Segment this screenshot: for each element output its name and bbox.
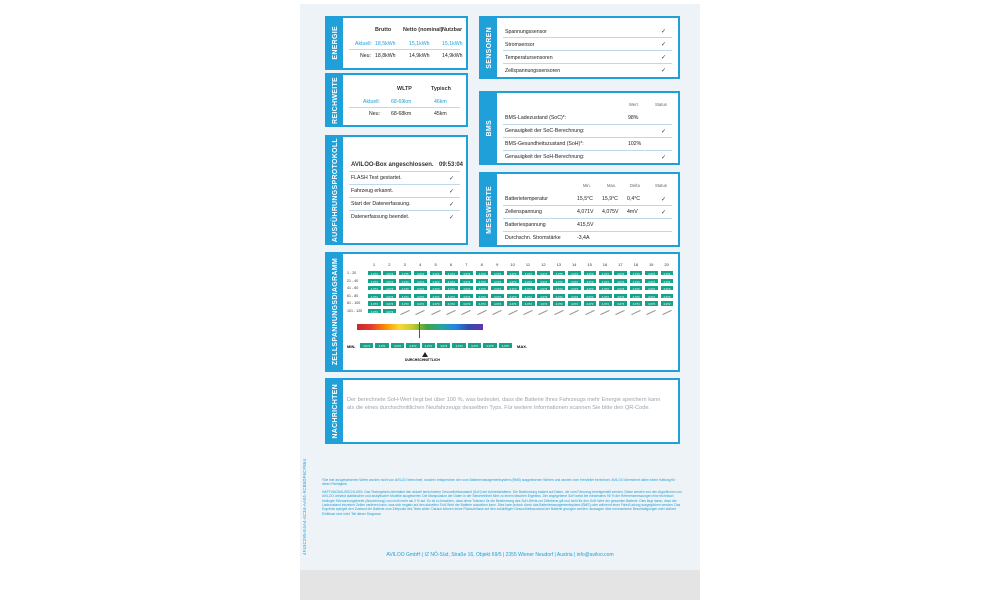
voltage-cell: 4,074 <box>629 278 644 284</box>
voltage-cell: 4,073 <box>367 270 382 276</box>
footer-address: AVILOO GmbH | IZ NÖ-Süd, Straße 16, Objekt 69/5 | 2355 Wiener Neudorf | Austria | info@aviloo.com <box>386 552 614 558</box>
voltage-cell: 4,074 <box>660 270 675 276</box>
voltage-cell: 4,074 <box>413 300 428 306</box>
protokoll-time: 09:53:04 <box>439 162 464 168</box>
voltage-cell: 4,074 <box>382 300 397 306</box>
column-number: 18 <box>633 262 639 267</box>
divider <box>349 184 460 185</box>
empty-cell-dash <box>616 310 625 315</box>
bms-panel <box>479 91 680 165</box>
check-icon: ✓ <box>660 210 666 216</box>
voltage-cell: 4,073 <box>521 270 536 276</box>
voltage-cell: 4,073 <box>567 285 582 291</box>
empty-cell-dash <box>554 310 563 315</box>
check-icon: ✓ <box>660 55 666 61</box>
voltage-cell: 4,073 <box>598 285 613 291</box>
voltage-cell: 4,074 <box>567 270 582 276</box>
voltage-cell: 4,073 <box>660 293 675 299</box>
nachrichten-tab: NACHRICHTEN <box>327 380 343 442</box>
empty-cell-dash <box>477 310 486 315</box>
messwerte-header-max: Max. <box>607 183 617 188</box>
voltage-cell: 4,073 <box>629 285 644 291</box>
sensor-item: Temperatursensoren <box>505 55 553 61</box>
color-scale-gradient <box>357 324 483 330</box>
reichweite-header-typisch: Typisch <box>431 86 451 92</box>
bms-header-wert: Wert <box>629 102 638 107</box>
voltage-cell: 4,075 <box>398 270 413 276</box>
voltage-cell: 4,074 <box>413 285 428 291</box>
voltage-cell: 4,073 <box>613 278 628 284</box>
messwerte-row-label: Batterietemperatur <box>505 196 548 202</box>
voltage-cell: 4,073 <box>552 300 567 306</box>
check-icon: ✓ <box>448 176 454 182</box>
energie-row-label: Neu: <box>360 53 371 59</box>
voltage-cell: 4,074 <box>613 293 628 299</box>
voltage-cell: 4,074 <box>382 285 397 291</box>
voltage-cell: 4,074 <box>598 300 613 306</box>
nachrichten-panel <box>325 378 680 444</box>
column-number: 6 <box>449 262 453 267</box>
empty-cell-dash <box>462 310 471 315</box>
voltage-cell: 4,073 <box>552 278 567 284</box>
voltage-cell: 4,073 <box>444 293 459 299</box>
messwerte-value: 0,4°C <box>627 196 641 202</box>
voltage-cell: 4,072 <box>506 278 521 284</box>
energie-tab: ENERGIE <box>327 18 343 68</box>
messwerte-header-min: Min. <box>583 183 591 188</box>
voltage-cell: 4,074 <box>521 285 536 291</box>
voltage-cell: 4,074 <box>429 270 444 276</box>
divider <box>349 49 460 50</box>
voltage-cell: 4,073 <box>521 300 536 306</box>
voltage-cell: 4,073 <box>429 278 444 284</box>
empty-cell-dash <box>631 310 640 315</box>
voltage-cell: 4,073 <box>536 285 551 291</box>
voltage-cell: 4,074 <box>444 270 459 276</box>
column-number: 17 <box>618 262 623 267</box>
divider <box>503 205 672 206</box>
voltage-cell: 4,073 <box>629 293 644 299</box>
row-range-label: 61 - 80 <box>347 293 359 298</box>
voltage-cell: 4,073 <box>413 270 428 276</box>
energie-value: 14,9kWh <box>442 53 463 59</box>
reichweite-panel <box>325 73 468 127</box>
row-range-label: 1 - 20 <box>347 271 357 275</box>
voltage-cell: 4,073 <box>367 300 382 306</box>
voltage-cell: 4,072 <box>660 300 675 306</box>
empty-cell-dash <box>646 310 655 315</box>
divider <box>503 50 672 51</box>
energie-header-nutzbar: Nutzbar <box>442 27 463 33</box>
report-id: 4F43C295-E4A4-4C34-AA51-9CB5DF6CF864 <box>302 458 307 555</box>
column-number: 3 <box>403 262 406 267</box>
protokoll-panel <box>325 135 468 245</box>
voltage-cell: 4,073 <box>644 300 659 306</box>
empty-cell-dash <box>492 310 501 315</box>
reichweite-header-wltp: WLTP <box>397 86 412 92</box>
check-icon: ✓ <box>660 197 666 203</box>
column-number: 9 <box>496 262 499 267</box>
column-number: 11 <box>525 262 531 267</box>
average-arrow-icon <box>422 352 428 357</box>
reichweite-value: 46km <box>434 99 447 105</box>
empty-cell-dash <box>400 310 409 315</box>
voltage-cell: 4,074 <box>629 270 644 276</box>
voltage-cell: 4,074 <box>367 293 382 299</box>
empty-cell-dash <box>523 310 532 315</box>
messwerte-row-label: Durchschn. Stromstärke <box>505 235 561 241</box>
divider <box>503 150 672 151</box>
legend-average-caption: DURCHSCHNITTLICH <box>405 358 440 362</box>
voltage-cell: 4,074 <box>536 300 551 306</box>
voltage-cell: 4,073 <box>490 270 505 276</box>
voltage-cell: 4,074 <box>613 285 628 291</box>
reichweite-value: 45km <box>434 111 447 117</box>
reichweite-value: 68-68km <box>391 111 412 117</box>
legend-cell: 4,072 <box>405 342 420 349</box>
legend-cell: 4,071 <box>359 342 374 349</box>
voltage-cell: 4,074 <box>552 285 567 291</box>
voltage-cell: 4,073 <box>367 278 382 284</box>
divider <box>349 107 460 108</box>
voltage-cell: 4,073 <box>506 285 521 291</box>
divider <box>503 37 672 38</box>
messwerte-row-label: Batteriespannung <box>505 222 546 228</box>
bms-row-label: BMS-Gesundheitszustand (SoH)*: <box>505 141 584 147</box>
voltage-cell: 4,073 <box>660 285 675 291</box>
messwerte-value: -3,4A <box>577 235 590 241</box>
legend-cell: 4,073 <box>436 342 451 349</box>
top-strip <box>300 0 700 4</box>
voltage-cell: 4,073 <box>367 308 382 314</box>
voltage-cell: 4,073 <box>475 293 490 299</box>
voltage-cell: 4,073 <box>644 270 659 276</box>
bms-row-label: Genauigkeit der SoC-Berechnung: <box>505 128 585 134</box>
reichweite-value: 68-69km <box>391 99 412 105</box>
column-number: 5 <box>434 262 437 267</box>
zellspannung-panel <box>325 252 680 372</box>
voltage-cell: 4,073 <box>644 278 659 284</box>
voltage-cell: 4,074 <box>398 293 413 299</box>
check-icon: ✓ <box>448 215 454 221</box>
sensor-item: Spannungssensor <box>505 29 547 35</box>
voltage-cell: 4,074 <box>429 293 444 299</box>
messwerte-header-delta: Delta <box>630 183 640 188</box>
messwerte-panel <box>479 172 680 247</box>
column-number: 8 <box>480 262 483 267</box>
voltage-cell: 4,074 <box>459 293 474 299</box>
voltage-cell: 4,074 <box>567 278 582 284</box>
voltage-cell: 4,073 <box>536 293 551 299</box>
voltage-cell: 4,073 <box>583 270 598 276</box>
voltage-cell: 4,074 <box>567 300 582 306</box>
row-range-label: 21 - 40 <box>347 278 359 283</box>
empty-cell-dash <box>569 310 578 315</box>
bms-header-status: Status <box>655 102 667 107</box>
footer-disclaimer: HAFTUNGSAUSSCHLUSS: Das Testergebnis beinhaltet den aktuell berechneten Gesundheitszustand (SoH) der Antriebsbatterie. Die Bestimmung basiert auf Daten, die vom Fahrzeug bereitgestellt werden. Diese werden von den Algorithmen von AVILOO anhand statistischer und analytischer Modelle ausgewertet. Die Manipulation der Daten in der Steuereinheit führt zu einem falschen Ergebnis. Der angegebene SoH weist bei mindestens 95 % der Referenzmessungen eine technisch bedingte Schwankungsbreite (Abweichung) von nicht mehr als 3 % auf. Es ist zu beachten, dass diese Toleranz für die Bestimmung des SoH-Werts zur Zellebene gilt und nicht für den SoH-Wert der gesamten Batterie. Dies liegt daran, dass der Ladezustand einzelner Zellen variieren kann, was sich negativ auf den aktuellen SoH-Wert der Batterie auswirken kann. Dies kann jedoch durch das Batteriemanagementsystem (BMS) oder während einer Fahrt/Ladung ausgeglichen werden. Das Ergebnis spiegelt den Zustand der Batterie zum Zeitpunkt des Tests wider. Daraus können keine Rückschlüsse auf den zukünftigen Gesundheitszustand der Batterie gezogen werden. Aussagen über mechanische Beschädigungen oder äußere Einflüsse sind nicht Teil dieser Diagnose. <box>322 489 682 516</box>
energie-value: 15,1kWh <box>442 41 463 47</box>
energie-value: 18,8kWh <box>375 53 396 59</box>
energie-value: 14,9kWh <box>409 53 430 59</box>
check-icon: ✓ <box>660 42 666 48</box>
footer-note: *Die hier ausgewiesenen Werte wurden nicht von AVILOO berechnet, sondern entsprechen den vom Batteriemanagementsystem (BMS) ausgelesenen Werten und wurden vom Hersteller berechnet. AVILOO übernimmt daher keine Haftung für deren Richtigkeit. <box>322 478 676 487</box>
voltage-cell: 4,074 <box>598 270 613 276</box>
voltage-cell: 4,074 <box>475 278 490 284</box>
column-number: 16 <box>602 262 608 267</box>
voltage-cell: 4,073 <box>459 270 474 276</box>
voltage-cell: 4,074 <box>583 285 598 291</box>
protokoll-title: AVILOO-Box angeschlossen. <box>351 162 434 168</box>
divider <box>349 171 460 172</box>
voltage-cell: 4,074 <box>506 300 521 306</box>
voltage-cell: 4,073 <box>583 278 598 284</box>
column-number: 10 <box>510 262 515 267</box>
voltage-cell: 4,073 <box>367 285 382 291</box>
page-bottom-margin <box>300 570 700 600</box>
messwerte-value: 4mV <box>627 209 638 215</box>
row-range-label: 101 - 120 <box>347 309 363 313</box>
voltage-cell: 4,074 <box>382 308 397 314</box>
voltage-cell: 4,073 <box>398 278 413 284</box>
voltage-cell: 4,073 <box>583 300 598 306</box>
energie-value: 18,5kWh <box>375 41 396 47</box>
voltage-cell: 4,074 <box>660 278 675 284</box>
legend-max-label: MAX. <box>517 344 527 349</box>
legend-cell: 4,074 <box>467 342 482 349</box>
legend-cell: 4,075 <box>498 342 513 349</box>
sensoren-panel <box>479 16 680 79</box>
messwerte-value: 15,9°C <box>602 196 618 202</box>
voltage-cell: 4,073 <box>490 300 505 306</box>
empty-cell-dash <box>539 310 548 315</box>
messwerte-header-status: Status <box>655 183 667 188</box>
check-icon: ✓ <box>660 129 666 135</box>
voltage-cell: 4,074 <box>506 270 521 276</box>
check-icon: ✓ <box>660 68 666 74</box>
reichweite-row-label: Aktuell: <box>363 99 381 105</box>
divider <box>349 197 460 198</box>
legend-cell: 4,074 <box>451 342 466 349</box>
divider <box>503 137 672 138</box>
protokoll-item: Fahrzeug erkannt. <box>351 188 394 194</box>
empty-cell-dash <box>415 310 424 315</box>
voltage-cell: 4,073 <box>382 293 397 299</box>
protokoll-tab: AUSFÜHRUNGSPROTOKOLL <box>327 137 343 243</box>
footer <box>322 478 684 519</box>
divider <box>503 218 672 219</box>
voltage-cell: 4,073 <box>490 278 505 284</box>
voltage-cell: 4,074 <box>490 293 505 299</box>
column-number: 14 <box>571 262 577 267</box>
voltage-cell: 4,074 <box>521 293 536 299</box>
legend-cell: 4,071 <box>374 342 389 349</box>
column-number: 20 <box>664 262 669 267</box>
scale-marker <box>419 322 420 338</box>
legend-min-label: MIN. <box>347 344 356 349</box>
divider <box>503 124 672 125</box>
voltage-cell: 4,073 <box>444 285 459 291</box>
check-icon: ✓ <box>660 155 666 161</box>
sensoren-tab: SENSOREN <box>481 18 497 77</box>
check-icon: ✓ <box>448 202 454 208</box>
messwerte-value: 415,5V <box>577 222 594 228</box>
energie-value: 15,1kWh <box>409 41 430 47</box>
voltage-cell: 4,073 <box>413 293 428 299</box>
row-range-label: 41 - 60 <box>347 286 359 291</box>
column-number: 4 <box>419 262 422 267</box>
voltage-cell: 4,073 <box>429 285 444 291</box>
empty-cell-dash <box>431 310 440 315</box>
voltage-cell: 4,073 <box>459 300 474 306</box>
bms-value: 98% <box>628 115 639 121</box>
voltage-cell: 4,073 <box>459 278 474 284</box>
legend-cell: 4,072 <box>390 342 405 349</box>
column-number: 7 <box>465 262 468 267</box>
voltage-cell: 4,073 <box>429 300 444 306</box>
protokoll-item: Datenerfassung beendet. <box>351 214 410 220</box>
messwerte-row-label: Zellenspannung <box>505 209 542 215</box>
voltage-cell: 4,074 <box>413 278 428 284</box>
column-number: 19 <box>648 262 654 267</box>
voltage-cell: 4,073 <box>598 293 613 299</box>
divider <box>349 210 460 211</box>
voltage-cell: 4,074 <box>583 293 598 299</box>
voltage-cell: 4,074 <box>475 270 490 276</box>
check-icon: ✓ <box>448 189 454 195</box>
voltage-cell: 4,074 <box>459 285 474 291</box>
nachrichten-text: Der berechnete SoH-Wert liegt bei über 100 %, was bedeutet, dass die Batterie Ihres Fahrzeugs mehr Energie speichern kann als die eines durchschnittlichen Neufahrzeugs desselben Typs. Für weitere Informationen scannen Sie bitte den QR-Code. <box>347 397 661 412</box>
column-number: 13 <box>556 262 562 267</box>
voltage-cell: 4,074 <box>536 270 551 276</box>
voltage-cell: 4,073 <box>613 300 628 306</box>
voltage-cell: 4,074 <box>382 278 397 284</box>
protokoll-item: Start der Datenerfassung. <box>351 201 411 207</box>
voltage-cell: 4,074 <box>444 278 459 284</box>
voltage-cell: 4,074 <box>552 293 567 299</box>
empty-cell-dash <box>662 310 671 315</box>
messwerte-value: 15,5°C <box>577 196 593 202</box>
messwerte-value: 4,075V <box>602 209 619 215</box>
bms-row-label: Genauigkeit der SoH-Berechnung: <box>505 154 585 160</box>
bms-row-label: BMS-Ladezustand (SoC)*: <box>505 115 567 121</box>
voltage-cell: 4,074 <box>644 293 659 299</box>
voltage-cell: 4,074 <box>644 285 659 291</box>
empty-cell-dash <box>600 310 609 315</box>
column-number: 1 <box>372 262 376 267</box>
sensor-item: Zellspannungssensoren <box>505 68 561 74</box>
voltage-cell: 4,074 <box>629 300 644 306</box>
voltage-cell: 4,073 <box>613 270 628 276</box>
voltage-cell: 4,074 <box>536 278 551 284</box>
empty-cell-dash <box>446 310 455 315</box>
check-icon: ✓ <box>660 29 666 35</box>
protokoll-item: FLASH Test gestartet. <box>351 175 402 181</box>
messwerte-tab: MESSWERTE <box>481 174 497 245</box>
messwerte-value: 4,071V <box>577 209 594 215</box>
legend-cell: 4,073 <box>421 342 436 349</box>
legend-cell: 4,075 <box>482 342 497 349</box>
energie-header-netto: Netto (nominal) <box>403 27 443 33</box>
voltage-cell: 4,073 <box>398 300 413 306</box>
column-number: 2 <box>388 262 391 267</box>
divider <box>503 231 672 232</box>
bms-tab: BMS <box>481 93 497 163</box>
voltage-cell: 4,073 <box>506 293 521 299</box>
voltage-cell: 4,074 <box>598 278 613 284</box>
reichweite-row-label: Neu: <box>369 111 380 117</box>
voltage-cell: 4,073 <box>398 285 413 291</box>
voltage-cell: 4,072 <box>444 300 459 306</box>
reichweite-tab: REICHWEITE <box>327 75 343 125</box>
voltage-cell: 4,073 <box>475 285 490 291</box>
voltage-cell: 4,074 <box>382 270 397 276</box>
sensor-item: Stromsensor <box>505 42 535 48</box>
voltage-cell: 4,074 <box>475 300 490 306</box>
empty-cell-dash <box>585 310 594 315</box>
empty-cell-dash <box>508 310 517 315</box>
voltage-cell: 4,073 <box>521 278 536 284</box>
column-number: 12 <box>541 262 546 267</box>
voltage-cell: 4,075 <box>552 270 567 276</box>
row-range-label: 81 - 100 <box>347 301 361 306</box>
energie-header-brutto: Brutto <box>375 27 392 33</box>
voltage-cell: 4,073 <box>567 293 582 299</box>
divider <box>503 63 672 64</box>
zellspannung-tab: ZELLSPANNUNGSDIAGRAMM <box>327 254 343 370</box>
energie-panel <box>325 16 468 70</box>
energie-row-label: Aktuell: <box>355 41 373 47</box>
column-number: 15 <box>587 262 592 267</box>
voltage-cell: 4,074 <box>490 285 505 291</box>
bms-value: 102% <box>628 141 642 147</box>
